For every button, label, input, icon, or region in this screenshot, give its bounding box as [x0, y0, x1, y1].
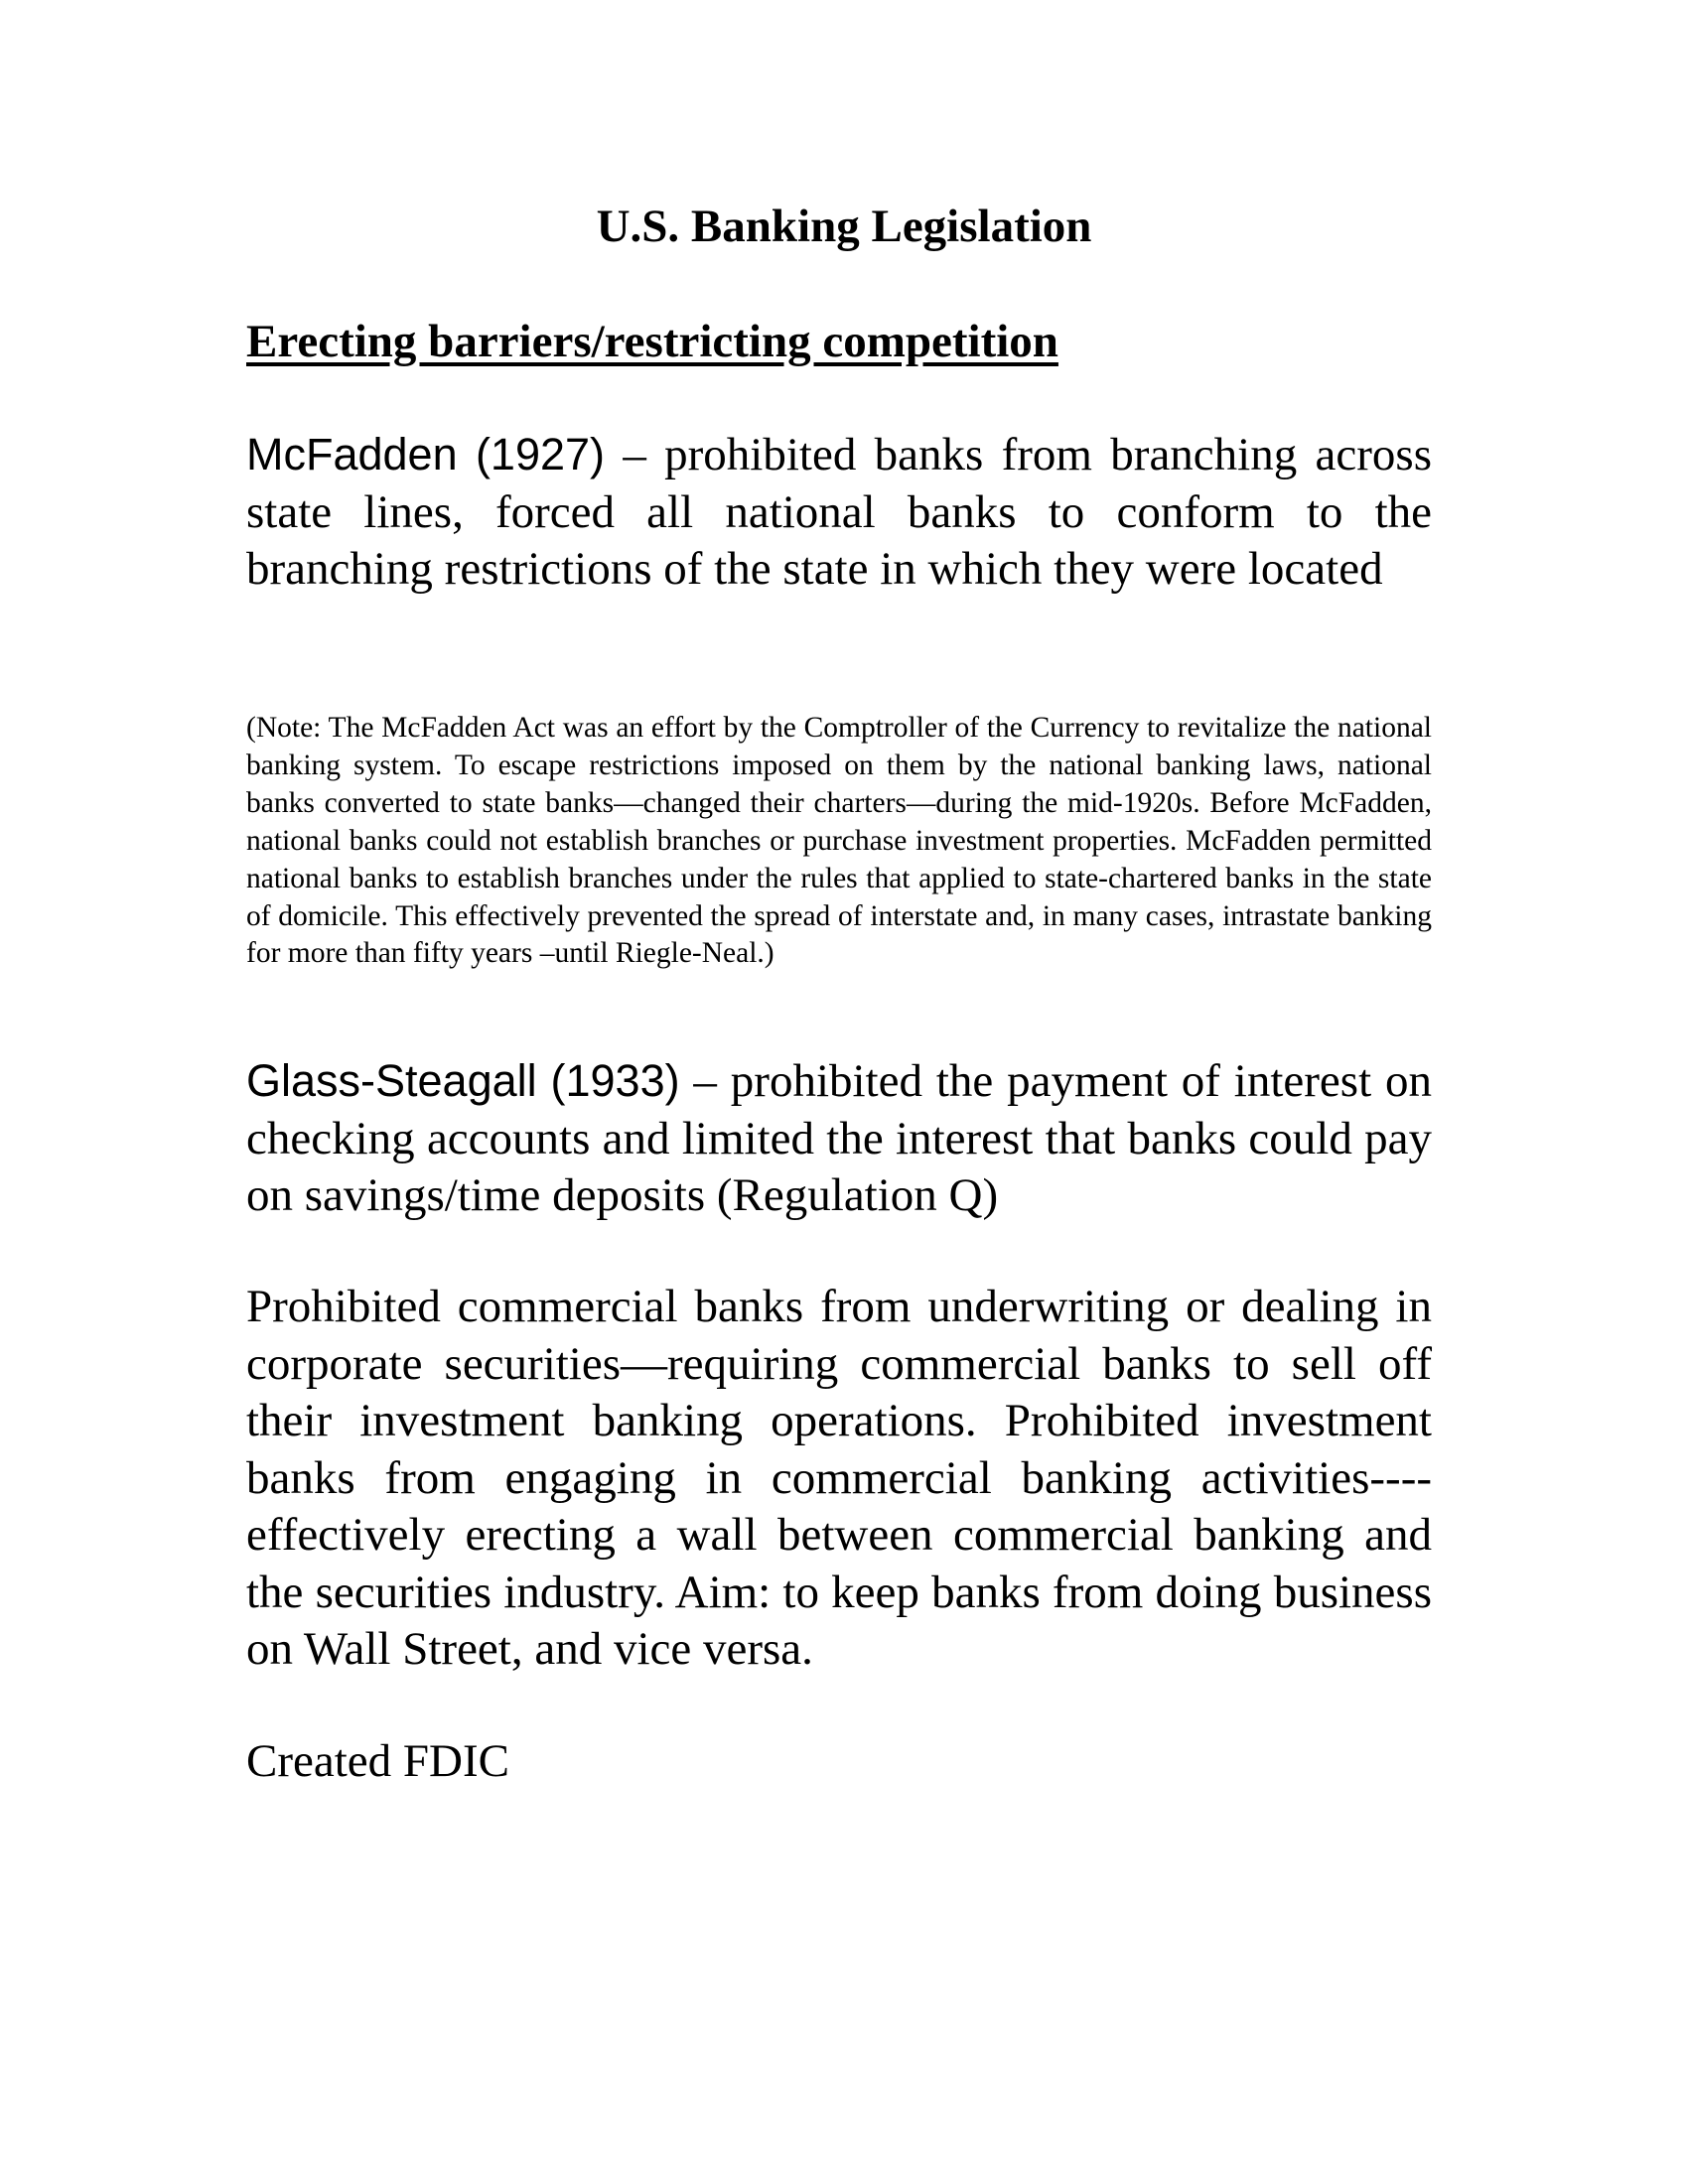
section-heading: Erecting barriers/restricting competition	[246, 316, 1058, 367]
glass-steagall-description: – prohibited the payment of interest on checking accounts and limited the interest that banks could pay on savings/time deposits (Regulation Q)	[246, 1055, 1432, 1221]
glass-steagall-act-year: (1933)	[550, 1055, 680, 1106]
mcfadden-paragraph	[246, 426, 1432, 599]
mcfadden-act-year: (1927)	[475, 429, 606, 479]
mcfadden-note: (Note: The McFadden Act was an effort by the Comptroller of the Currency to revitalize the national banking system. To escape restrictions imposed on them by the national banking laws, national banks converted to state banks—changed their charters—during the mid-1920s. Before McFadden, national banks could not establish branches or purchase investment properties. McFadden permitted national banks to establish branches under the rules that applied to state-chartered banks in the state of domicile. This effectively prevented the spread of interstate and, in many cases, intrastate banking for more than fifty years –until Riegle-Neal.)	[246, 712, 1432, 970]
mcfadden-description: – prohibited banks from branching across state lines, forced all national banks to conform to the branching restrictions of the state in which they were located	[246, 429, 1433, 595]
glass-steagall-paragraph	[246, 1052, 1432, 1225]
glass-steagall-act-name: Glass-Steagall	[246, 1055, 537, 1106]
prohibited-paragraph: Prohibited commercial banks from underwriting or dealing in corporate securities—requiring commercial banks to sell off their investment banking operations. Prohibited investment banks from engaging in commercial banking activities----effectively erecting a wall between commercial banking and the securities industry. Aim: to keep banks from doing business on Wall Street, and vice versa.	[246, 1281, 1432, 1675]
document-title: U.S. Banking Legislation	[596, 201, 1092, 252]
mcfadden-act-name: McFadden	[246, 429, 458, 479]
created-fdic-line: Created FDIC	[246, 1735, 509, 1787]
